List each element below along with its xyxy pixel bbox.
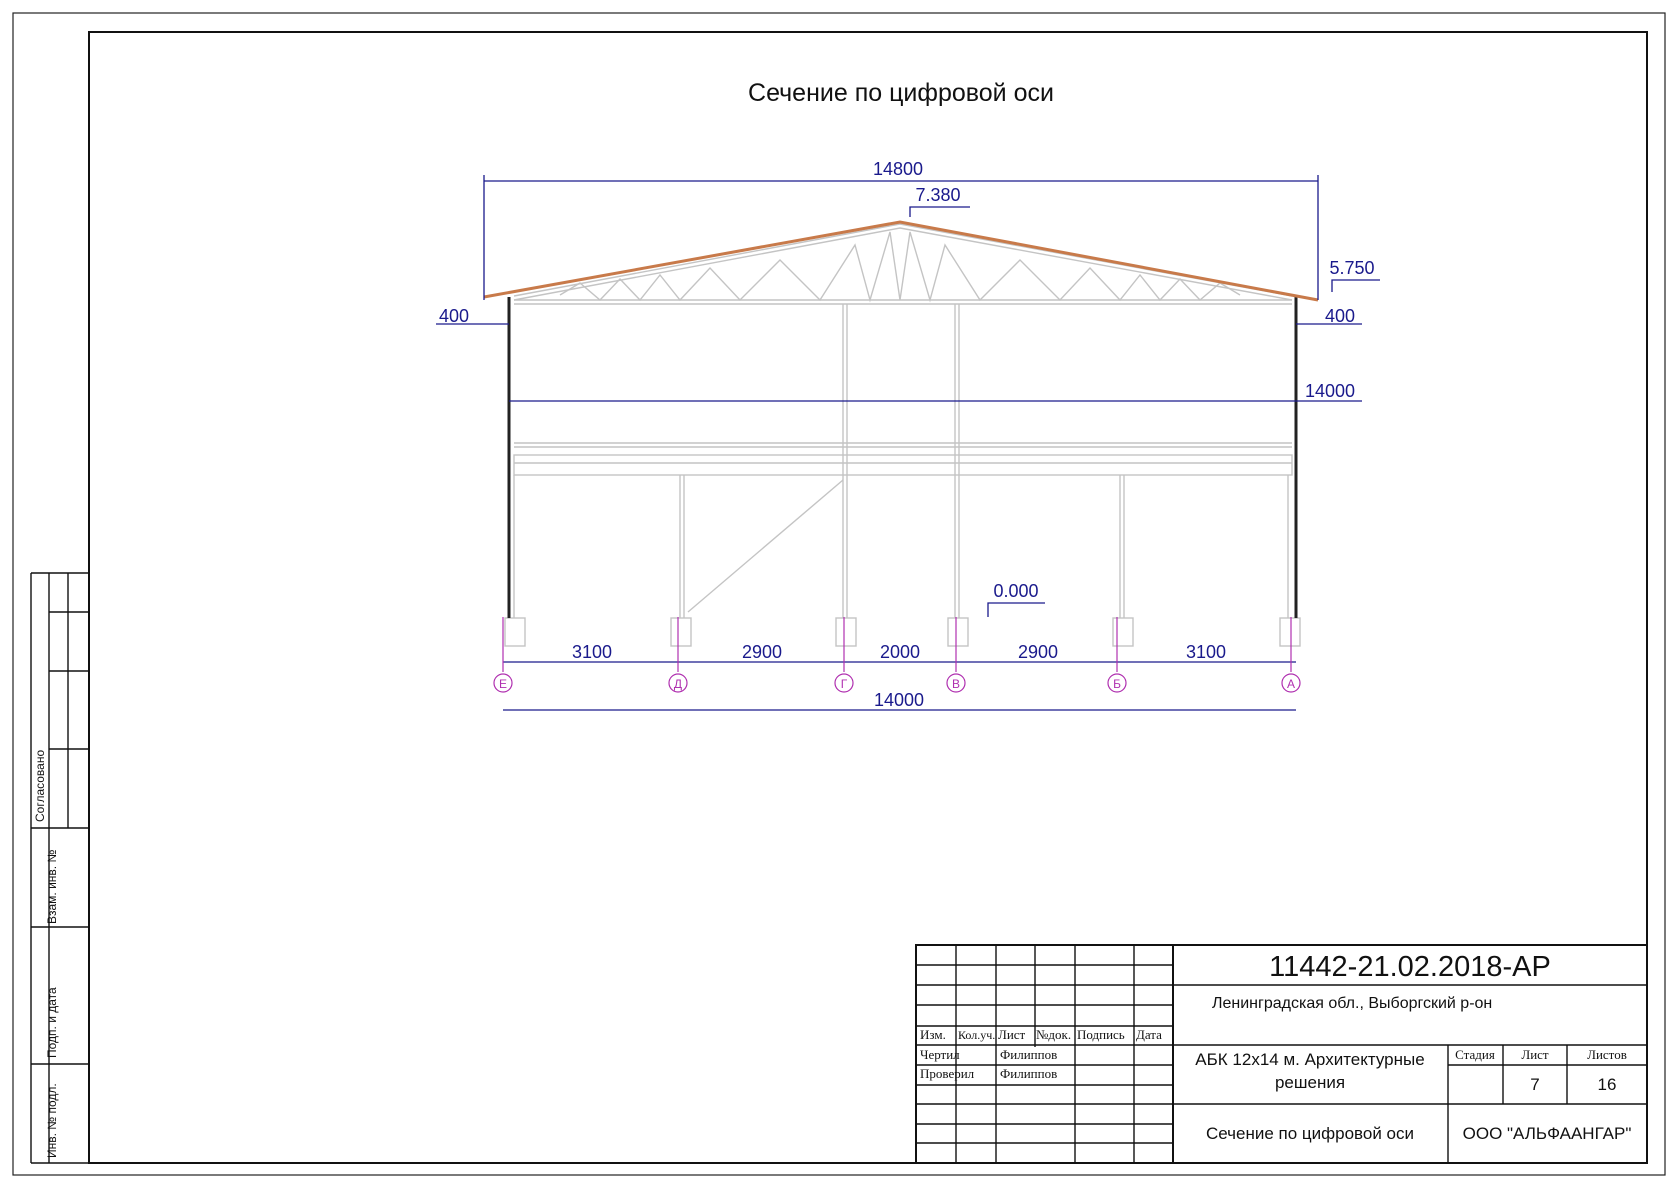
dim-eave-level: 5.750: [1329, 258, 1375, 278]
project-code: 11442-21.02.2018-АР: [1269, 951, 1551, 983]
col-sheet: Лист: [998, 1027, 1026, 1042]
stamp-sign-date: Подп. и дата: [45, 987, 59, 1058]
dim-overhang-right: 400: [1324, 306, 1356, 326]
dim-bay-5: 3100: [1185, 642, 1227, 662]
stamp-inv-orig: Инв. № подл.: [45, 1083, 59, 1158]
dim-overall-top: 14800: [872, 159, 924, 179]
sheets-total: 16: [1597, 1075, 1617, 1094]
company-name: ООО "АЛЬФААНГАР": [1462, 1124, 1632, 1143]
axis-label-3: Г: [840, 677, 848, 691]
drawn-name: Филиппов: [1000, 1047, 1058, 1062]
checked-name: Филиппов: [1000, 1066, 1058, 1081]
drawing-title: Сечение по цифровой оси: [748, 79, 1054, 107]
axis-label-1: Е: [498, 677, 508, 691]
dim-bay-4: 2900: [1017, 642, 1059, 662]
stage-label: Стадия: [1455, 1047, 1495, 1062]
project-name-line2: решения: [1274, 1073, 1346, 1092]
axis-label-5: Б: [1113, 677, 1121, 691]
sheet-label: Лист: [1521, 1047, 1549, 1062]
dim-ridge-level: 7.380: [915, 185, 961, 205]
dim-floor-level: 0.000: [993, 581, 1039, 601]
stamp-replace-inv: Взам. инв. №: [45, 849, 59, 924]
project-name-line1: АБК 12х14 м. Архитектурные: [1195, 1050, 1425, 1069]
stamp-agreed: Согласовано: [33, 749, 47, 822]
sheet-number: 7: [1530, 1075, 1540, 1094]
axis-label-6: А: [1286, 677, 1296, 691]
col-date: Дата: [1136, 1027, 1162, 1042]
project-location: Ленинградская обл., Выборгский р-он: [1212, 995, 1493, 1012]
dim-overhang-left: 400: [438, 306, 470, 326]
section-drawing: [484, 222, 1318, 646]
axis-label-2: Д: [673, 677, 683, 691]
col-qty: Кол.уч.: [958, 1028, 996, 1042]
axis-label-4: В: [951, 677, 961, 691]
drawn-label: Чертил: [920, 1047, 960, 1062]
sheets-label: Листов: [1587, 1047, 1627, 1062]
side-stamp: [31, 573, 89, 1163]
dim-inner-span: 14000: [1304, 381, 1356, 401]
dim-bay-3: 2000: [879, 642, 921, 662]
col-change: Изм.: [920, 1027, 946, 1042]
col-doc: №док.: [1036, 1027, 1072, 1042]
sheet-title: Сечение по цифровой оси: [1205, 1124, 1415, 1143]
col-signature: Подпись: [1077, 1027, 1125, 1042]
dim-bay-2: 2900: [741, 642, 783, 662]
roof-line: [484, 222, 1318, 300]
dim-overall-bottom: 14000: [873, 690, 925, 710]
checked-label: Проверил: [920, 1066, 975, 1081]
dim-bay-1: 3100: [571, 642, 613, 662]
drawing-frame: [89, 32, 1647, 1163]
